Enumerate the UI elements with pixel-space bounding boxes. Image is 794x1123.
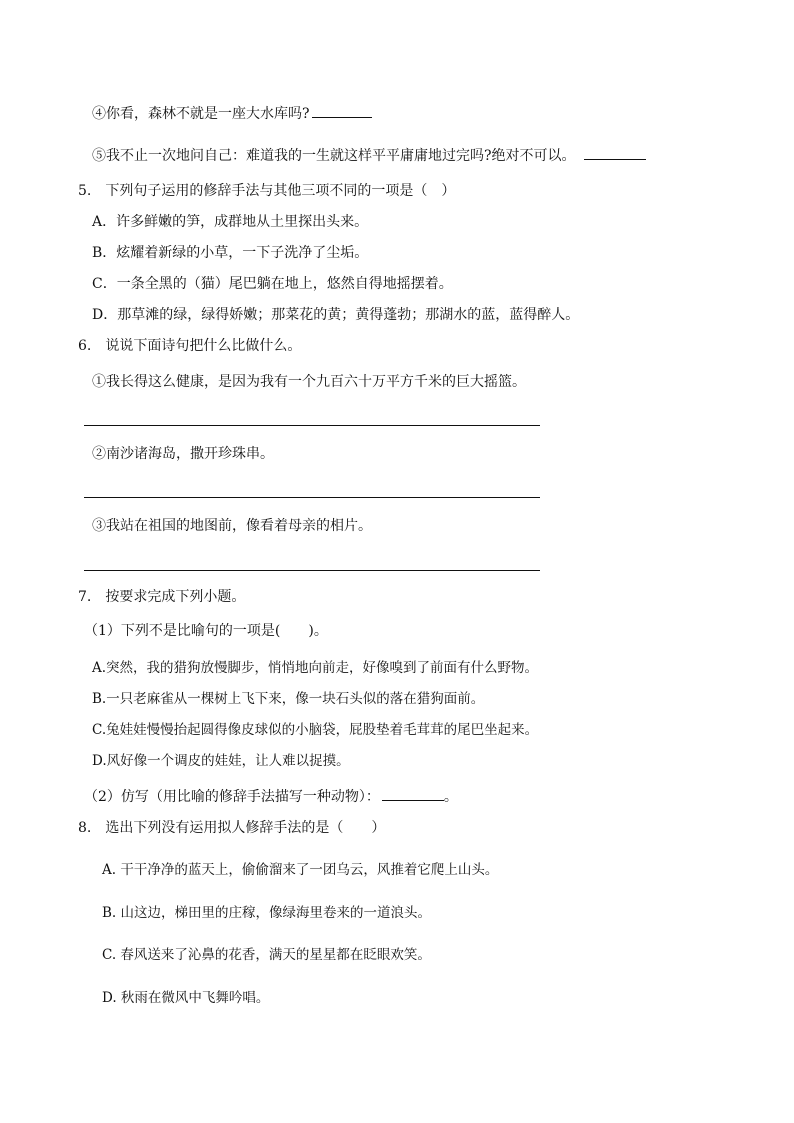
q7-option-c[interactable]: C.兔娃娃慢慢抬起圆得像皮球似的小脑袋，屁股垫着毛茸茸的尾巴坐起来。 xyxy=(92,722,539,738)
q4-item-5-blank[interactable] xyxy=(584,145,646,160)
q7-sub2-prefix: （2）仿写（用比喻的修辞手法描写一种动物）： xyxy=(84,789,380,805)
q6-answer-line-1[interactable] xyxy=(84,425,540,426)
q5-option-d[interactable]: D．那草滩的绿，绿得娇嫩；那菜花的黄；黄得蓬勃；那湖水的蓝，蓝得醉人。 xyxy=(92,307,580,323)
q7-sub2-suffix: 。 xyxy=(443,789,458,805)
q6-item-3: ③我站在祖国的地图前，像看着母亲的相片。 xyxy=(92,518,372,534)
q4-item-5 xyxy=(92,145,646,166)
q5-stem: 5. 下列句子运用的修辞手法与其他三项不同的一项是（ ） xyxy=(78,183,456,199)
q6-answer-line-3[interactable] xyxy=(84,570,540,571)
q8-option-a[interactable]: A. 干干净净的蓝天上，偷偷溜来了一团乌云，风推着它爬上山头。 xyxy=(102,862,499,878)
q4-item-4 xyxy=(92,103,372,124)
q4-item-5-text: ⑤我不止一次地问自己：难道我的一生就这样平平庸庸地过完吗?绝对不可以。 xyxy=(92,148,576,164)
q6-item-2: ②南沙诸海岛，撒开珍珠串。 xyxy=(92,446,274,462)
q4-item-4-text: ④你看，森林不就是一座大水库吗? xyxy=(92,106,310,122)
q7-option-b[interactable]: B.一只老麻雀从一棵树上飞下来，像一块石头似的落在猎狗面前。 xyxy=(92,691,485,707)
q8-option-d[interactable]: D. 秋雨在微风中飞舞吟唱。 xyxy=(102,990,270,1006)
q7-sub2-blank[interactable] xyxy=(382,786,444,801)
q6-item-1: ①我长得这么健康，是因为我有一个九百六十万平方千米的巨大摇篮。 xyxy=(92,374,526,390)
q5-option-b[interactable]: B．炫耀着新绿的小草，一下子洗净了尘垢。 xyxy=(92,245,369,261)
q6-answer-line-2[interactable] xyxy=(84,497,540,498)
q7-sub2 xyxy=(84,786,458,807)
q8-option-c[interactable]: C. 春风送来了沁鼻的花香，满天的星星都在眨眼欢笑。 xyxy=(102,947,431,963)
q7-option-a[interactable]: A.突然，我的猎狗放慢脚步，悄悄地向前走，好像嗅到了前面有什么野物。 xyxy=(92,660,539,676)
q8-option-b[interactable]: B. 山这边，梯田里的庄稼，像绿海里卷来的一道浪头。 xyxy=(102,905,432,921)
q8-stem: 8. 选出下列没有运用拟人修辞手法的是（ ） xyxy=(78,820,386,836)
q4-item-4-blank[interactable] xyxy=(312,103,372,118)
q5-option-a[interactable]: A．许多鲜嫩的笋，成群地从土里探出头来。 xyxy=(92,214,369,230)
q6-stem: 6. 说说下面诗句把什么比做什么。 xyxy=(78,338,302,354)
q5-option-c[interactable]: C．一条全黑的（猫）尾巴躺在地上，悠然自得地摇摆着。 xyxy=(92,276,453,292)
q7-stem: 7. 按要求完成下列小题。 xyxy=(78,589,246,605)
q7-option-d[interactable]: D.风好像一个调皮的娃娃，让人难以捉摸。 xyxy=(92,753,350,769)
q7-sub1: （1）下列不是比喻句的一项是( )。 xyxy=(84,623,328,639)
